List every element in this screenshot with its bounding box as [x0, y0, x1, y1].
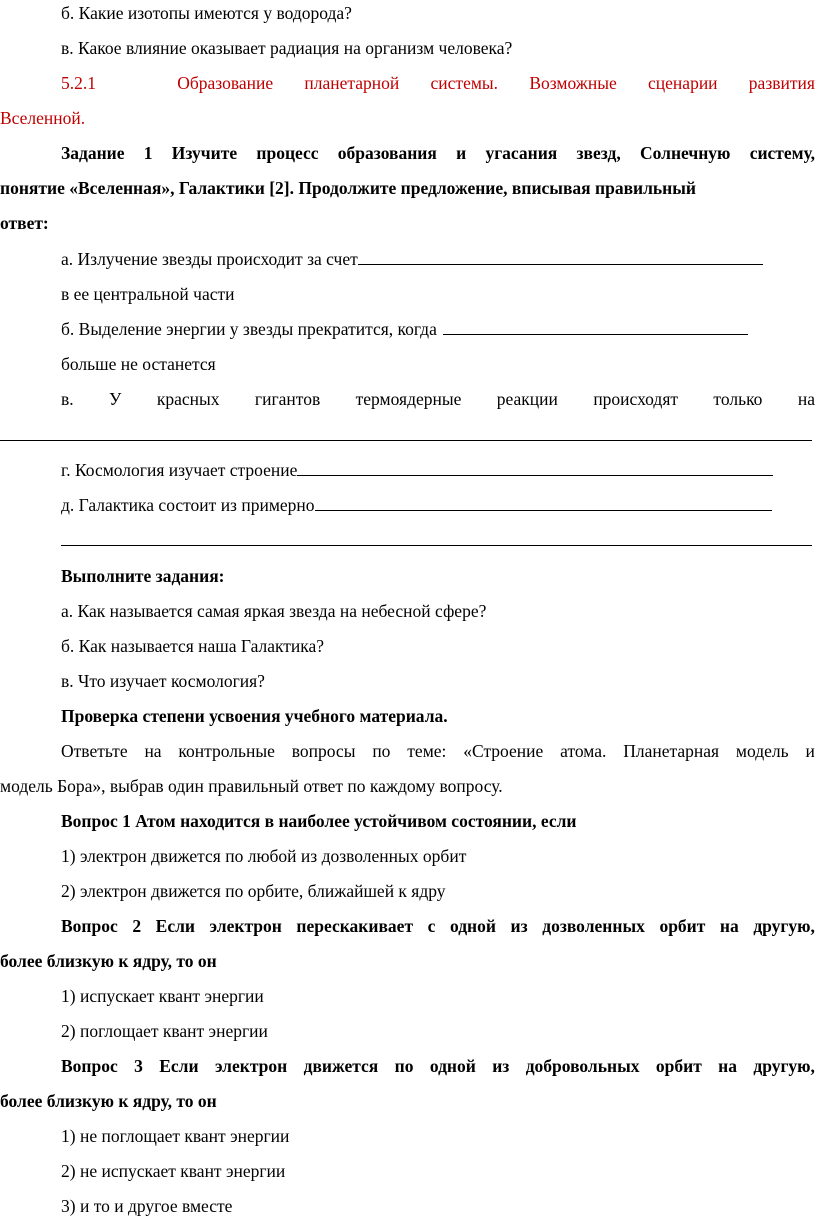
section-word: сценарии	[648, 73, 718, 93]
task1-word: Солнечную	[639, 143, 731, 163]
question-3-line1	[61, 1055, 815, 1077]
section-word: системы.	[430, 73, 499, 93]
fill-v-word: на	[797, 389, 815, 409]
fill-v-word: в.	[61, 389, 74, 409]
fill-d-text: д. Галактика состоит из примерно	[61, 495, 315, 515]
q3-word: одной	[429, 1056, 476, 1076]
q2-word: перескакивает	[296, 916, 414, 936]
q2-word: орбит	[659, 916, 706, 936]
task1-word: систему,	[749, 143, 815, 163]
q2-word: электрон	[209, 916, 282, 936]
section-heading	[61, 72, 815, 94]
answer-blank-g[interactable]	[297, 459, 773, 476]
q2-word: 2	[132, 916, 142, 936]
check-heading: Проверка степени усвоения учебного материала.	[61, 706, 448, 726]
section-word: развития	[748, 73, 815, 93]
fill-a-cont: в ее центральной части	[61, 284, 235, 304]
answer-blank-d2[interactable]	[61, 545, 812, 546]
q3-word: Если	[159, 1056, 199, 1076]
task1-word: 1	[143, 143, 153, 163]
fill-v-word: только	[713, 389, 763, 409]
fill-a-text: а. Излучение звезды происходит за счет	[61, 249, 358, 269]
fill-b-text: б. Выделение энергии у звезды прекратится, когда	[61, 319, 437, 339]
answer-blank-b[interactable]	[443, 318, 748, 335]
q2-word: Если	[155, 916, 195, 936]
fill-a	[61, 248, 763, 270]
q2-word: другую,	[753, 916, 815, 936]
fill-v-word: происходят	[593, 389, 679, 409]
task-v: в. Что изучает космология?	[61, 671, 265, 691]
q3-option-3[interactable]: 3) и то и другое вместе	[61, 1196, 233, 1216]
q2-option-1[interactable]: 1) испускает квант энергии	[61, 986, 264, 1006]
fill-g-text: г. Космология изучает строение	[61, 460, 298, 480]
fill-b	[61, 318, 748, 340]
instr-word: на	[144, 741, 162, 761]
q3-word: движется	[303, 1056, 379, 1076]
task1-word: процесс	[256, 143, 319, 163]
task1-word: Задание	[61, 143, 125, 163]
question-3-line2: более близкую к ядру, то он	[0, 1091, 217, 1111]
instr-word: Ответьте	[61, 741, 128, 761]
instr-word: «Строение	[463, 741, 544, 761]
q3-word: на	[718, 1056, 737, 1076]
q3-word: 3	[134, 1056, 143, 1076]
answer-blank-d[interactable]	[315, 494, 772, 511]
question-2-line1	[61, 915, 815, 937]
section-heading-cont: Вселенной.	[0, 108, 86, 128]
instr-word: и	[805, 741, 815, 761]
answer-instruction-line2: модель Бора», выбрав один правильный ответ по каждому вопросу.	[0, 776, 503, 796]
q2-option-2[interactable]: 2) поглощает квант энергии	[61, 1021, 268, 1041]
fill-g	[61, 459, 773, 481]
q3-word: электрон	[214, 1056, 288, 1076]
task-a: а. Как называется самая яркая звезда на небесной сфере?	[61, 601, 487, 621]
instr-word: Планетарная	[623, 741, 720, 761]
task1-word: Изучите	[171, 143, 238, 163]
fill-b-cont: больше не останется	[61, 354, 216, 374]
question-v: в. Какое влияние оказывает радиация на организм человека?	[61, 38, 513, 58]
instr-word: вопросы	[291, 741, 356, 761]
question-2-line2: более близкую к ядру, то он	[0, 951, 217, 971]
q3-word: другую,	[753, 1056, 815, 1076]
q3-word: орбит	[655, 1056, 702, 1076]
q2-word: Вопрос	[61, 916, 118, 936]
q1-option-2[interactable]: 2) электрон движется по орбите, ближайшей к ядру	[61, 881, 446, 901]
task1-line1	[61, 142, 815, 164]
q2-word: на	[719, 916, 739, 936]
q2-word: дозволенных	[542, 916, 645, 936]
fill-v	[61, 388, 815, 410]
q3-word: из	[492, 1056, 510, 1076]
task1-word: и	[456, 143, 467, 163]
section-word: планетарной	[304, 73, 400, 93]
task1-word: звезд,	[576, 143, 621, 163]
fill-v-word: реакции	[496, 389, 558, 409]
q2-word: одной	[449, 916, 496, 936]
fill-v-word: термоядерные	[355, 389, 462, 409]
instr-word: по	[372, 741, 391, 761]
fill-v-word: гигантов	[254, 389, 321, 409]
task1-line2: понятие «Вселенная», Галактики [2]. Продолжите предложение, вписывая правильный	[0, 178, 697, 198]
instr-word: атома.	[560, 741, 607, 761]
q2-word: из	[510, 916, 528, 936]
task1-word: угасания	[485, 143, 558, 163]
q3-word: по	[394, 1056, 414, 1076]
answer-blank-a[interactable]	[358, 248, 763, 265]
section-number: 5.2.1	[61, 73, 96, 93]
do-tasks-heading: Выполните задания:	[61, 566, 225, 586]
task-b: б. Как называется наша Галактика?	[61, 636, 325, 656]
task1-word: образования	[337, 143, 437, 163]
section-word: Образование	[177, 73, 274, 93]
q2-word: с	[427, 916, 436, 936]
question-1: Вопрос 1 Атом находится в наиболее устойчивом состоянии, если	[61, 811, 577, 831]
answer-blank-v[interactable]	[0, 440, 812, 441]
section-word: Возможные	[529, 73, 617, 93]
q3-option-1[interactable]: 1) не поглощает квант энергии	[61, 1126, 290, 1146]
fill-d	[61, 494, 772, 516]
fill-v-word: У	[109, 389, 122, 409]
fill-v-word: красных	[156, 389, 220, 409]
instr-word: модель	[735, 741, 789, 761]
answer-instruction-line1	[61, 740, 815, 762]
q3-word: добровольных	[525, 1056, 640, 1076]
task1-line3: ответ:	[0, 213, 49, 233]
q3-option-2[interactable]: 2) не испускает квант энергии	[61, 1161, 286, 1181]
q3-word: Вопрос	[61, 1056, 118, 1076]
instr-word: контрольные	[178, 741, 275, 761]
question-b: б. Какие изотопы имеются у водорода?	[61, 3, 352, 23]
instr-word: теме:	[407, 741, 447, 761]
q1-option-1[interactable]: 1) электрон движется по любой из дозволенных орбит	[61, 846, 467, 866]
